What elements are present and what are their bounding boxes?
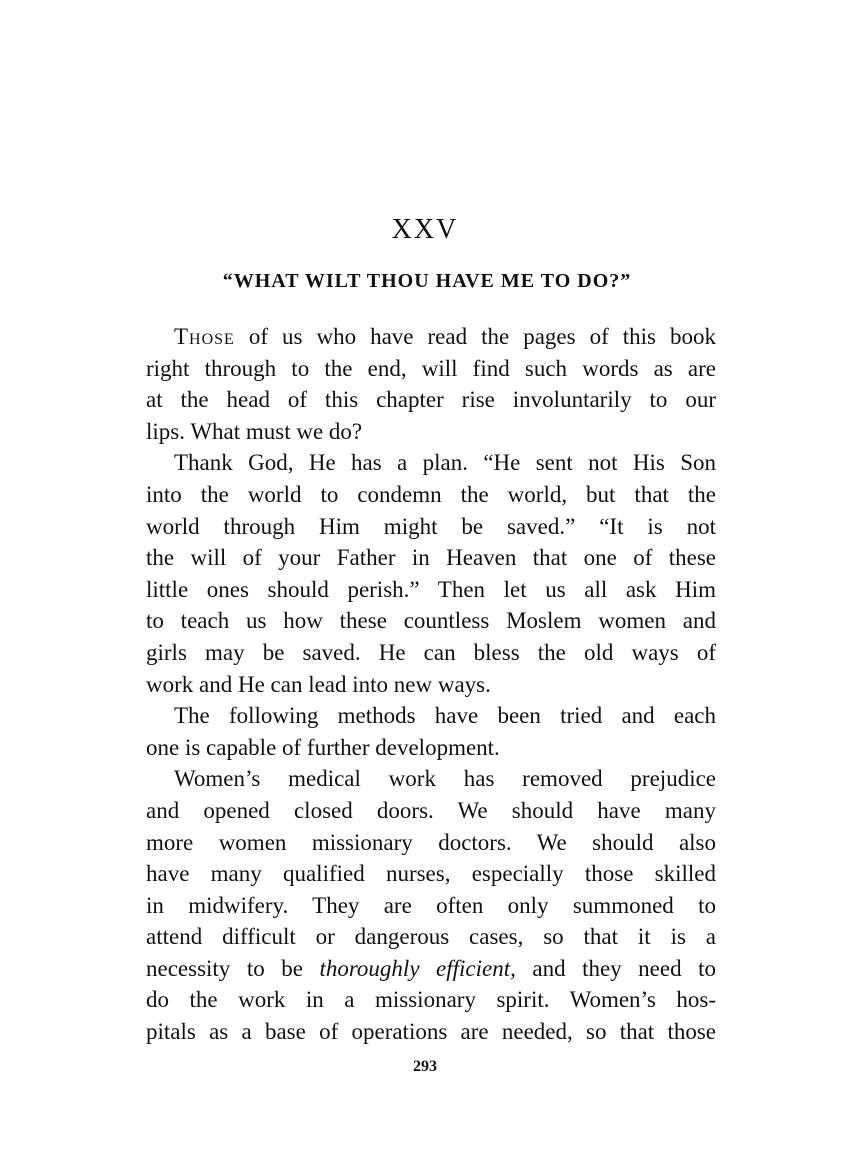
text-line: one is capable of further development. — [146, 734, 500, 760]
text-line: work and He can lead into new ways. — [146, 671, 491, 697]
text-line: girls may be saved. He can bless the old ways of — [146, 639, 716, 665]
text-line: have many qualified nurses, especially those skilled — [146, 861, 716, 887]
line-text: necessity to be — [146, 955, 320, 981]
page-number: 293 — [413, 1058, 437, 1075]
text-line: Women’s medical work has removed prejudice — [174, 766, 716, 792]
text-line: do the work in a missionary spirit. Women’s hos- — [146, 987, 716, 1013]
opening-word: Those — [174, 324, 235, 349]
text-line: more women missionary doctors. We should also — [146, 829, 716, 855]
text-line — [146, 321, 716, 353]
text-line: into the world to condemn the world, but that the — [146, 481, 716, 507]
line-text: of us who have read the pages of this book — [234, 324, 716, 349]
text-line: right through to the end, will find such words as are — [146, 355, 716, 381]
text-line: little ones should perish.” Then let us all ask Him — [146, 576, 716, 602]
text-line: attend difficult or dangerous cases, so that it is a — [146, 924, 716, 950]
text-line: pitals as a base of operations are needed, so that those — [146, 1019, 716, 1045]
chapter-title: “WHAT WILT THOU HAVE ME TO DO?” — [222, 270, 632, 292]
chapter-number: XXV — [391, 214, 459, 245]
text-line: in midwifery. They are often only summoned to — [146, 892, 716, 918]
line-text: and they need to — [515, 955, 716, 981]
text-line: world through Him might be saved.” “It is not — [146, 513, 716, 539]
text-line — [146, 953, 716, 985]
text-line: at the head of this chapter rise involuntarily to our — [146, 387, 716, 413]
text-line: lips. What must we do? — [146, 418, 363, 444]
text-line: to teach us how these countless Moslem women and — [146, 608, 716, 634]
emphasis-text: thoroughly efficient, — [319, 955, 516, 981]
text-line: the will of your Father in Heaven that one of these — [146, 545, 716, 571]
text-line: Thank God, He has a plan. “He sent not His Son — [174, 450, 716, 476]
text-line: The following methods have been tried and each — [174, 703, 716, 729]
chapter-body — [146, 321, 716, 1048]
text-line: and opened closed doors. We should have many — [146, 797, 716, 823]
